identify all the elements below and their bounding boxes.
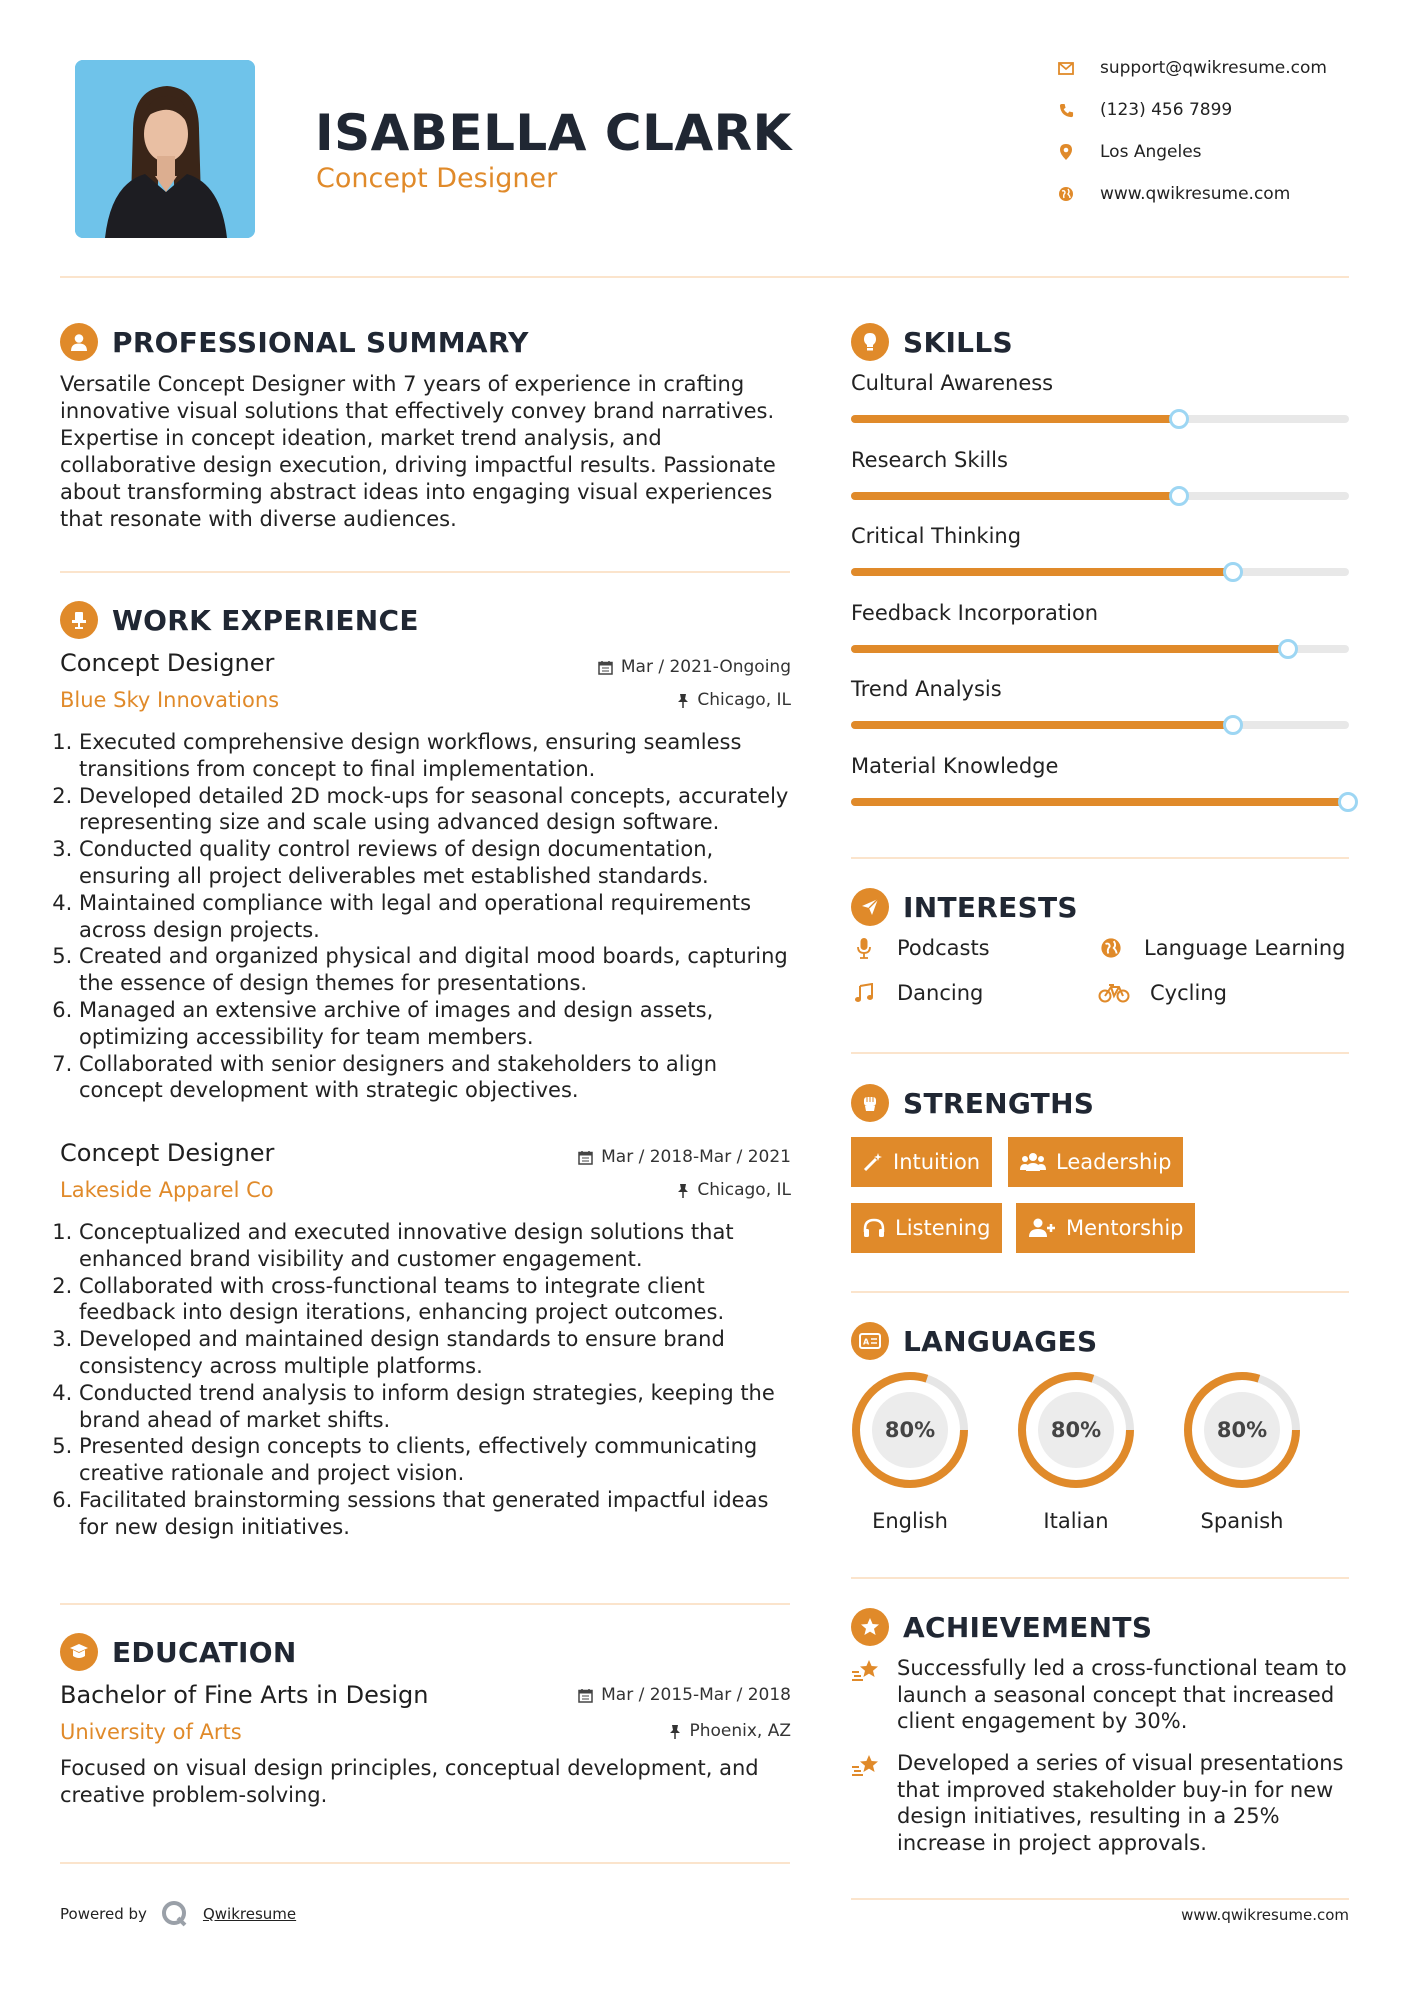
interests-divider xyxy=(851,1052,1349,1054)
job-1-bullets xyxy=(60,729,795,1104)
list-item: 2. Developed detailed 2D mock-ups for seasonal concepts, accurately representing size and scale using advanced design software. xyxy=(79,783,795,837)
skill-bar-knob xyxy=(1223,715,1243,735)
paper-plane-icon xyxy=(851,888,889,926)
language-name: Italian xyxy=(1043,1509,1109,1533)
degree-title: Bachelor of Fine Arts in Design xyxy=(60,1681,429,1709)
bicycle-icon xyxy=(1098,981,1130,1005)
summary-heading xyxy=(60,323,529,361)
map-pin-icon xyxy=(1056,142,1076,162)
skill-bar-fill xyxy=(851,568,1234,576)
interest-language-learning xyxy=(1098,936,1345,960)
strengths-divider xyxy=(851,1291,1349,1293)
job-1-title: Concept Designer xyxy=(60,649,275,677)
qwikresume-logo-icon xyxy=(161,1900,189,1928)
skill-bar-track xyxy=(851,492,1349,500)
job-2-location xyxy=(500,1180,791,1200)
skills-title: SKILLS xyxy=(903,325,1013,359)
education-text: Focused on visual design principles, conceptual development, and creative problem-solving. xyxy=(60,1756,759,1807)
contact-location xyxy=(1056,142,1202,162)
skill-bar-fill xyxy=(851,492,1180,500)
list-item: 1. Conceptualized and executed innovative design solutions that enhanced brand visibility and customer engagement. xyxy=(79,1219,795,1273)
job-2-title: Concept Designer xyxy=(60,1139,275,1167)
skill-bar-knob xyxy=(1223,562,1243,582)
achievements-heading xyxy=(851,1608,1152,1646)
strength-tag-intuition xyxy=(851,1137,992,1187)
education-dates xyxy=(500,1685,791,1705)
school-name: University of Arts xyxy=(60,1720,242,1744)
interest-dancing xyxy=(851,981,983,1005)
list-item: 6. Managed an extensive archive of images and design assets, optimizing accessibility for team members. xyxy=(79,997,795,1051)
language-item xyxy=(849,1369,971,1533)
contact-phone[interactable] xyxy=(1056,100,1232,120)
lightbulb-icon xyxy=(851,323,889,361)
skills-divider xyxy=(851,857,1349,859)
pushpin-icon xyxy=(669,1724,681,1739)
user-plus-icon xyxy=(1028,1218,1056,1238)
skill-name: Material Knowledge xyxy=(851,753,1059,778)
skill-name: Critical Thinking xyxy=(851,524,1022,548)
job-2-dates xyxy=(500,1147,791,1167)
education-location-text: Phoenix, AZ xyxy=(689,1721,791,1741)
summary-divider xyxy=(60,571,790,573)
skill-bar-track xyxy=(851,721,1349,729)
job-2-company: Lakeside Apparel Co xyxy=(60,1178,274,1202)
skill-bar-knob xyxy=(1169,409,1189,429)
contact-email-text: support@qwikresume.com xyxy=(1100,58,1327,78)
language-ring xyxy=(1015,1369,1137,1491)
strength-tag-leadership xyxy=(1008,1137,1183,1187)
language-item xyxy=(1181,1369,1303,1533)
job-1-dates xyxy=(500,657,791,677)
powered-by-label: Powered by xyxy=(60,1905,147,1923)
footer-url[interactable]: www.qwikresume.com xyxy=(1181,1906,1349,1924)
education-title: EDUCATION xyxy=(112,1635,297,1669)
strength-label: Intuition xyxy=(893,1150,981,1174)
skill-bar-track xyxy=(851,415,1349,423)
job-1-company: Blue Sky Innovations xyxy=(60,688,280,712)
achievements-divider xyxy=(851,1898,1349,1900)
skill-bar-fill xyxy=(851,415,1180,423)
achievement-text: Successfully led a cross-functional team to launch a seasonal concept that increased client engagement by 30%. xyxy=(897,1656,1347,1733)
language-name: Spanish xyxy=(1200,1509,1284,1533)
envelope-icon xyxy=(1056,58,1076,78)
id-card-icon xyxy=(851,1322,889,1360)
list-item: 7. Collaborated with senior designers and stakeholders to align concept development with strategic objectives. xyxy=(79,1051,795,1105)
strength-tag-listening xyxy=(851,1203,1002,1253)
list-item: 4. Conducted trend analysis to inform design strategies, keeping the brand ahead of market shifts. xyxy=(79,1380,795,1434)
interest-label: Dancing xyxy=(897,981,984,1005)
interest-label: Cycling xyxy=(1150,981,1227,1005)
contact-phone-text: (123) 456 7899 xyxy=(1100,100,1233,120)
star-hand-icon xyxy=(851,1655,885,1735)
strength-label: Leadership xyxy=(1056,1150,1172,1174)
work-divider xyxy=(60,1603,790,1605)
qwikresume-link[interactable]: Qwikresume xyxy=(202,1905,297,1923)
interests-title: INTERESTS xyxy=(903,890,1078,924)
user-icon xyxy=(60,323,98,361)
music-note-icon xyxy=(851,981,877,1005)
header-divider xyxy=(60,276,1349,278)
svg-text:A: A xyxy=(863,1337,870,1347)
skill-bar-track xyxy=(851,568,1349,576)
strength-label: Mentorship xyxy=(1066,1216,1184,1240)
star-hand-icon xyxy=(851,1750,885,1856)
language-percent: 80% xyxy=(884,1418,936,1442)
languages-heading xyxy=(851,1322,1097,1360)
achievement-item xyxy=(851,1655,1349,1735)
interest-label: Language Learning xyxy=(1144,936,1346,960)
strength-label: Listening xyxy=(895,1216,991,1240)
summary-title: PROFESSIONAL SUMMARY xyxy=(112,325,529,359)
footer-powered-by xyxy=(60,1900,296,1928)
contact-location-text: Los Angeles xyxy=(1100,142,1202,162)
list-item: 2. Collaborated with cross-functional teams to integrate client feedback into design iterations, enhancing project outcomes. xyxy=(79,1273,795,1327)
star-badge-icon xyxy=(851,1608,889,1646)
globe-icon xyxy=(1056,184,1076,204)
calendar-icon xyxy=(578,1150,593,1165)
skill-name: Research Skills xyxy=(851,447,1008,472)
education-divider xyxy=(60,1862,790,1864)
list-item: 3. Conducted quality control reviews of design documentation, ensuring all project deliverables met established standards. xyxy=(79,836,795,890)
interests-heading xyxy=(851,888,1078,926)
skill-bar-fill xyxy=(851,721,1234,729)
skills-heading xyxy=(851,323,1013,361)
achievement-item xyxy=(851,1750,1349,1856)
skill-bar-fill xyxy=(851,645,1289,653)
skill-bar-track xyxy=(851,798,1349,806)
job-2-location-text: Chicago, IL xyxy=(697,1180,791,1200)
pushpin-icon xyxy=(677,693,689,708)
calendar-icon xyxy=(598,660,613,675)
language-percent: 80% xyxy=(1216,1418,1268,1442)
job-1-dates-text: Mar / 2021-Ongoing xyxy=(620,657,791,677)
list-item: 4. Maintained compliance with legal and operational requirements across design projects. xyxy=(79,890,795,944)
graduation-icon xyxy=(60,1633,98,1671)
job-2-dates-text: Mar / 2018-Mar / 2021 xyxy=(601,1147,791,1167)
contact-website-text: www.qwikresume.com xyxy=(1100,184,1291,204)
education-location xyxy=(500,1721,791,1741)
strengths-heading xyxy=(851,1084,1094,1122)
list-item: 6. Facilitated brainstorming sessions that generated impactful ideas for new design initiatives. xyxy=(79,1487,795,1541)
achievement-text: Developed a series of visual presentations that improved stakeholder buy-in for new design initiatives, resulting in a 25% increase in project approvals. xyxy=(897,1751,1344,1855)
interest-label: Podcasts xyxy=(897,936,990,960)
skill-bar-knob xyxy=(1169,486,1189,506)
briefcase-icon xyxy=(60,601,98,639)
language-percent: 80% xyxy=(1050,1418,1102,1442)
language-ring xyxy=(849,1369,971,1491)
fist-icon xyxy=(851,1084,889,1122)
list-item: 1. Executed comprehensive design workflows, ensuring seamless transitions from concept to final implementation. xyxy=(79,729,795,783)
job-2-bullets xyxy=(60,1219,795,1541)
work-title: WORK EXPERIENCE xyxy=(112,603,419,637)
profile-photo xyxy=(75,60,255,238)
language-item xyxy=(1015,1369,1137,1533)
interest-podcasts xyxy=(851,936,990,960)
job-1-location xyxy=(500,690,791,710)
skill-name: Trend Analysis xyxy=(851,677,1002,701)
users-icon xyxy=(1020,1152,1046,1172)
contact-website[interactable] xyxy=(1056,184,1290,204)
languages-divider xyxy=(851,1577,1349,1579)
skill-name: Cultural Awareness xyxy=(851,371,1054,395)
work-heading xyxy=(60,601,419,639)
skill-name: Feedback Incorporation xyxy=(851,600,1099,625)
interest-cycling xyxy=(1098,981,1227,1005)
skill-bar-knob xyxy=(1278,639,1298,659)
microphone-icon xyxy=(851,936,877,960)
list-item: 3. Developed and maintained design standards to ensure brand consistency across multiple platforms. xyxy=(79,1326,795,1380)
strengths-title: STRENGTHS xyxy=(903,1086,1095,1120)
globe-icon xyxy=(1098,936,1124,960)
skill-bar-track xyxy=(851,645,1349,653)
candidate-role: Concept Designer xyxy=(316,163,558,194)
strength-tag-mentorship xyxy=(1016,1203,1195,1253)
achievements-title: ACHIEVEMENTS xyxy=(903,1610,1153,1644)
headphones-icon xyxy=(863,1218,885,1238)
education-dates-text: Mar / 2015-Mar / 2018 xyxy=(601,1685,791,1705)
skill-bar-knob xyxy=(1338,792,1358,812)
contact-email[interactable] xyxy=(1056,58,1327,78)
education-heading xyxy=(60,1633,297,1671)
language-ring xyxy=(1181,1369,1303,1491)
calendar-icon xyxy=(578,1688,593,1703)
job-1-location-text: Chicago, IL xyxy=(697,690,791,710)
list-item: 5. Created and organized physical and digital mood boards, capturing the essence of design themes for presentations. xyxy=(79,943,795,997)
magic-wand-icon xyxy=(863,1152,883,1172)
pushpin-icon xyxy=(677,1183,689,1198)
summary-text: Versatile Concept Designer with 7 years of experience in crafting innovative visual solutions that effectively convey brand narratives. Expertise in concept ideation, market trend analysis, and collaborative design execution, driving impactful results. Passionate about transforming abstract ideas into engaging visual experiences that resonate with diverse audiences. xyxy=(60,372,776,531)
language-name: English xyxy=(872,1509,948,1533)
phone-icon xyxy=(1056,100,1076,120)
list-item: 5. Presented design concepts to clients, effectively communicating creative rationale and project vision. xyxy=(79,1433,795,1487)
languages-title: LANGUAGES xyxy=(903,1324,1098,1358)
candidate-name: ISABELLA CLARK xyxy=(315,104,792,162)
skill-bar-fill xyxy=(851,798,1349,806)
